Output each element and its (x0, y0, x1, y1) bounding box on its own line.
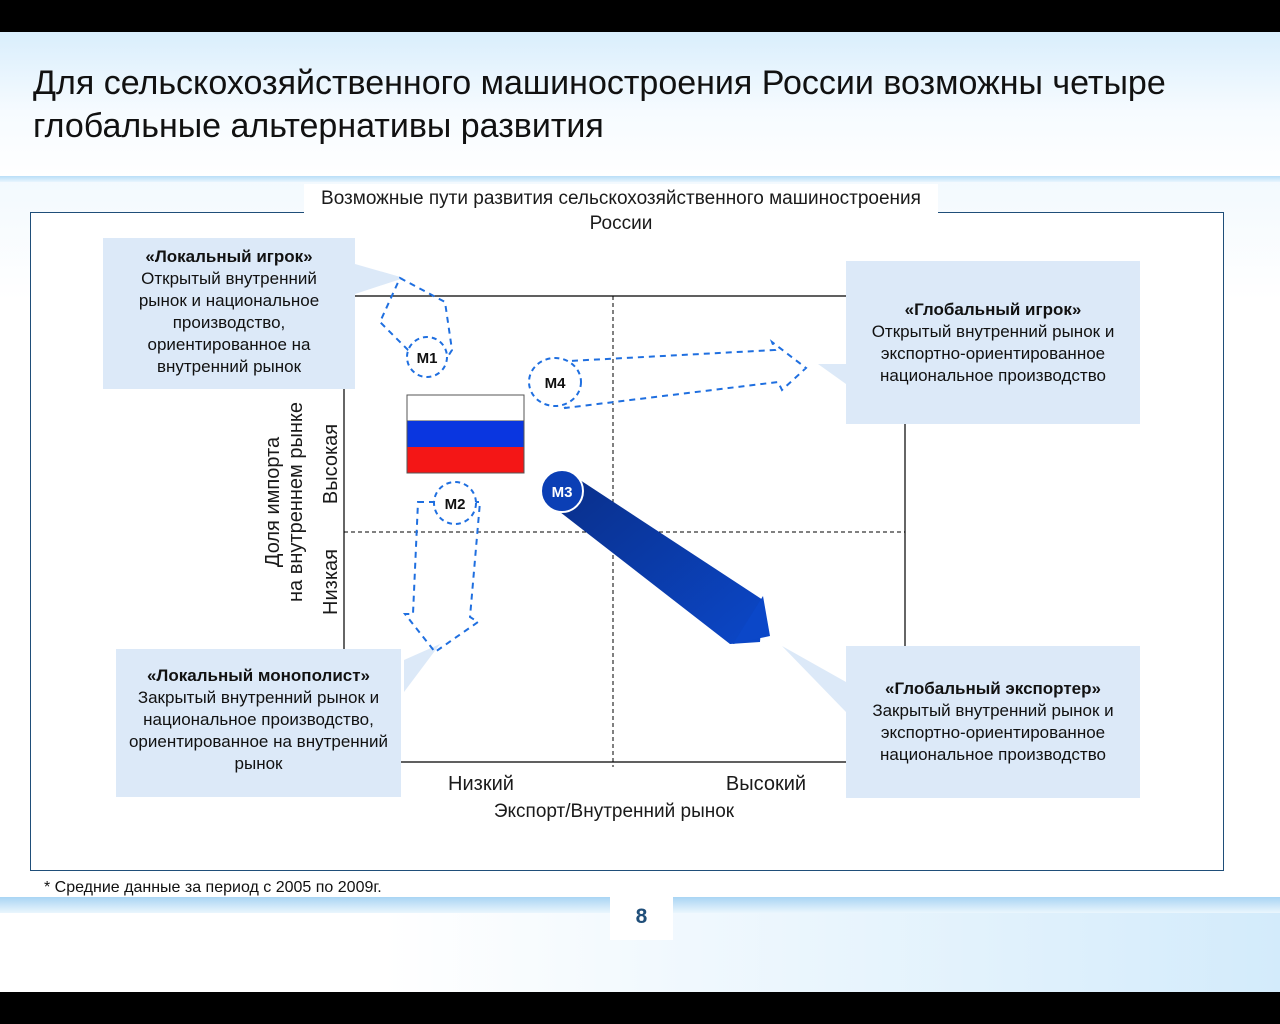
flag-blue-stripe (407, 421, 524, 447)
global-exporter-title: «Глобальный экспортер» (885, 679, 1101, 698)
flag-white-stripe (407, 395, 524, 421)
diagram-caption: Возможные пути развития сельскохозяйственного машиностроения России (304, 184, 938, 240)
slide (0, 32, 1280, 992)
quadrant-box-local-player (103, 238, 355, 389)
y-axis-label-line1: Доля импорта (262, 436, 284, 568)
x-axis-low: Низкий (448, 773, 514, 795)
m3-arrow (560, 480, 763, 644)
pointer-local-player (355, 264, 404, 294)
m2-path (405, 502, 480, 652)
m4-path (550, 342, 806, 408)
pointer-global-player (818, 364, 846, 384)
global-player-title: «Глобальный игрок» (904, 300, 1082, 319)
diagram-canvas (0, 32, 1280, 992)
m4-label: М4 (544, 375, 566, 392)
global-player-text: Открытый внутренний рынок и экспортно-ориентированное национальное производство (871, 322, 1115, 385)
y-axis-label-line2: на внутреннем рынке (285, 402, 307, 602)
pointer-local-monopolist (404, 644, 440, 692)
slide-title: Для сельскохозяйственного машиностроения России возможны четыре глобальные альтернативы развития (33, 64, 1166, 145)
page-number: 8 (610, 894, 673, 940)
local-monopolist-text: Закрытый внутренний рынок и национальное производство, ориентированное на внутренний рынок (128, 688, 389, 773)
flag-red-stripe (407, 447, 524, 473)
local-player-title: «Локальный игрок» (145, 247, 313, 266)
m2-label: М2 (444, 496, 466, 513)
x-axis-high: Высокий (725, 773, 807, 795)
quadrant-box-local-monopolist (116, 649, 401, 797)
bottom-black-bar (0, 992, 1280, 1024)
pointer-global-exporter (782, 646, 846, 712)
footnote: * Средние данные за период с 2005 по 2009г. (44, 879, 382, 896)
y-axis-high: Высокая (320, 423, 342, 505)
top-black-bar (0, 0, 1280, 32)
quadrant-box-global-exporter (846, 646, 1140, 798)
m3-label: М3 (551, 484, 573, 501)
x-axis-label: Экспорт/Внутренний рынок (493, 801, 735, 822)
y-axis-low: Низкая (320, 549, 342, 615)
m1-label: М1 (416, 350, 438, 367)
quadrant-box-global-player (846, 261, 1140, 424)
global-exporter-text: Закрытый внутренний рынок и экспортно-ориентированное национальное производство (872, 701, 1114, 764)
local-player-text: Открытый внутренний рынок и национальное производство, ориентированное на внутренний рынок (138, 269, 320, 376)
local-monopolist-title: «Локальный монополист» (146, 666, 371, 685)
